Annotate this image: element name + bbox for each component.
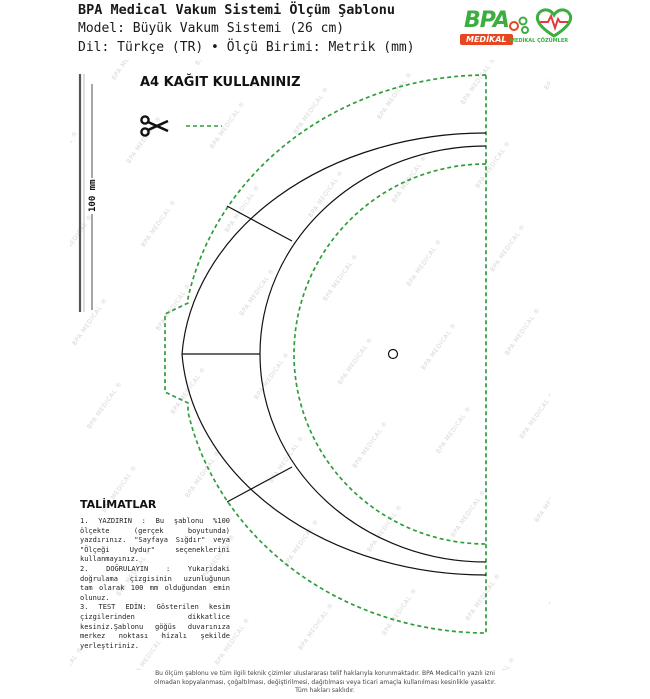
language-units-line: Dil: Türkçe (TR) • Ölçü Birimi: Metrik (mm) (78, 40, 415, 55)
copyright-footer (70, 670, 580, 696)
logo-subtitle: MEDİKAL ÇÖZÜMLER (510, 38, 569, 44)
ruler-label: 100 mm (88, 179, 98, 212)
instructions-title: TALİMATLAR (80, 498, 157, 511)
instruction-item: 3. TEST EDİN: Gösterilen kesim çizgilerinden dikkatlice kesiniz.Şablonu göğüs duvarınıza merkez noktası hizalı şekilde yerleştiriniz. (80, 603, 230, 650)
a4-notice: A4 KAĞIT KULLANINIZ (140, 75, 301, 90)
instruction-item: 1. YAZDIRIN : Bu şablonu %100 ölçekte (gerçek boyutunda) yazdırınız. "Sayfaya Sığdır" veya "Ölçeği Uydur" seçeneklerini kullanmayınız. (80, 517, 230, 564)
model-line: Model: Büyük Vakum Sistemi (26 cm) (78, 21, 345, 36)
footer-line: olmadan kopyalanması, çoğaltılması, değiştirilmesi, dağıtılması veya ticari amaçla kullanılması kesinlikle yasaktır. (154, 678, 496, 686)
instruction-item: 2. DOĞRULAYIN : Yukarıdaki doğrulama çizgisinin uzunluğunun tam olarak 100 mm olduğundan emin olunuz. (80, 564, 230, 602)
logo-tag: MEDİKAL (460, 34, 513, 45)
logo-brand: BPA (464, 8, 509, 33)
footer-line: Tüm hakları saklıdır. (295, 687, 355, 694)
footer-line: Bu ölçüm şablonu ve tüm ilgili teknik çizimler uluslararası telif haklarıyla korunmaktadır. BPA Medical'in yazılı izni (155, 670, 495, 677)
instructions-panel (80, 498, 230, 651)
page-title: BPA Medical Vakum Sistemi Ölçüm Şablonu (78, 2, 395, 18)
